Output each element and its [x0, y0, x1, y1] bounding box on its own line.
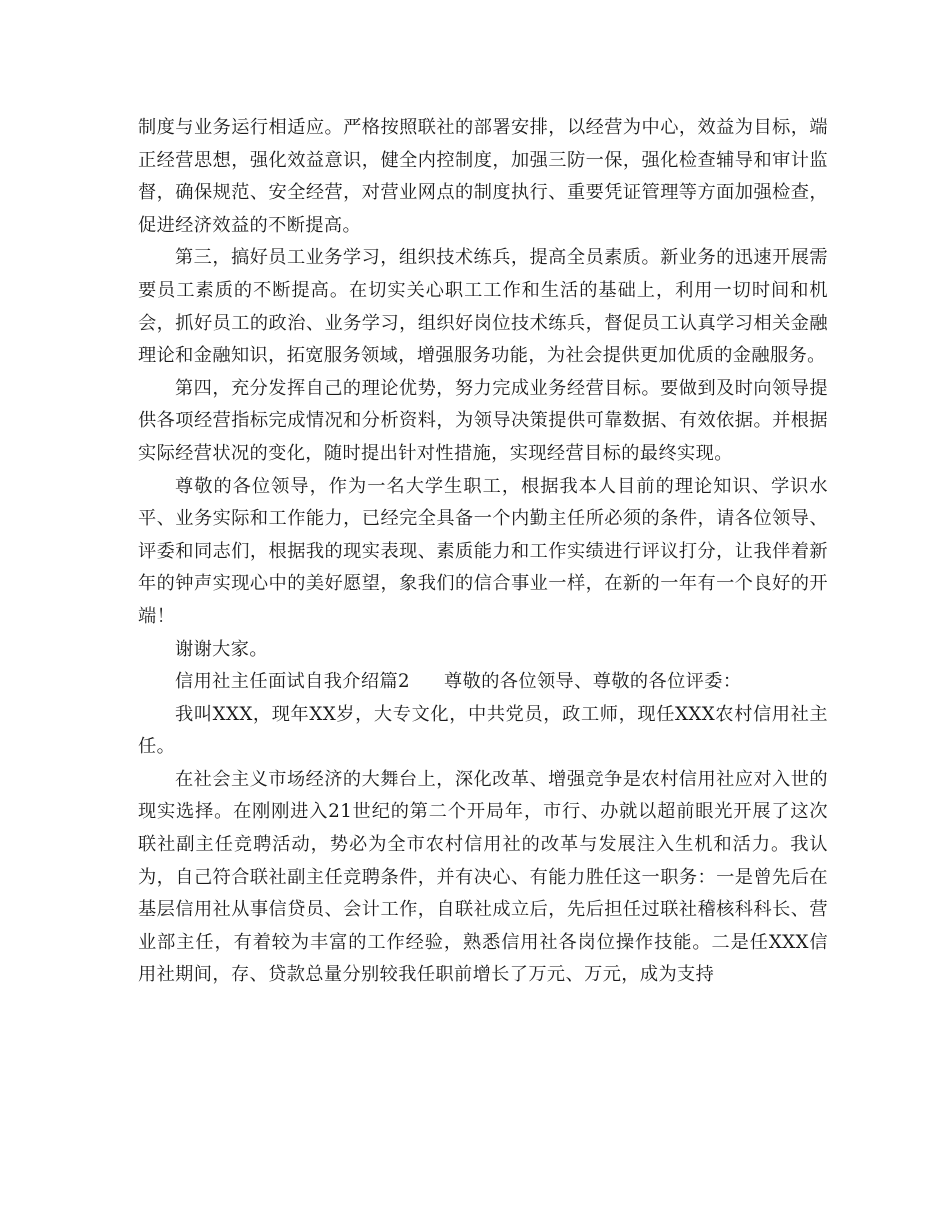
paragraph-3: 第四，充分发挥自己的理论优势，努力完成业务经营目标。要做到及时向领导提供各项经营指标完成情况和分析资料，为领导决策提供可靠数据、有效依据。并根据实际经营状况的变化，随时提出针对性措施，实现经营目标的最终实现。	[138, 377, 828, 464]
section-title: 信用社主任面试自我介绍篇2	[175, 671, 411, 693]
section-heading-line	[138, 666, 828, 699]
paragraph-1: 制度与业务运行相适应。严格按照联社的部署安排，以经营为中心，效益为目标，端正经营思想，强化效益意识，健全内控制度，加强三防一保，强化检查辅导和审计监督，确保规范、安全经营，对营业网点的制度执行、重要凭证管理等方面加强检查，促进经济效益的不断提高。	[138, 117, 828, 236]
paragraph-4: 尊敬的各位领导，作为一名大学生职工，根据我本人目前的理论知识、学识水平、业务实际和工作能力，已经完全具备一个内勤主任所必须的条件，请各位领导、评委和同志们，根据我的现实表现、素质能力和工作实绩进行评议打分，让我伴着新年的钟声实现心中的美好愿望，象我们的信合事业一样，在新的一年有一个良好的开端！	[138, 475, 828, 627]
document-body	[138, 112, 828, 992]
section-greeting: 尊敬的各位领导、尊敬的各位评委：	[444, 671, 742, 693]
paragraph-5: 谢谢大家。	[175, 638, 268, 660]
paragraph-6: 我叫XXX，现年XX岁，大专文化，中共党员，政工师，现任XXX农村信用社主任。	[138, 703, 828, 758]
paragraph-7: 在社会主义市场经济的大舞台上，深化改革、增强竞争是农村信用社应对入世的现实选择。在刚刚进入21世纪的第二个开局年，市行、办就以超前眼光开展了这次联社副主任竞聘活动，势必为全市农村信用社的改革与发展注入生机和活力。我认为，自己符合联社副主任竞聘条件，并有决心、有能力胜任这一职务：一是曾先后在基层信用社从事信贷员、会计工作，自联社成立后，先后担任过联社稽核科科长、营业部主任，有着较为丰富的工作经验，熟悉信用社各岗位操作技能。二是任XXX信用社期间，存、贷款总量分别较我任职前增长了万元、万元，成为支持	[138, 768, 828, 986]
paragraph-2: 第三，搞好员工业务学习，组织技术练兵，提高全员素质。新业务的迅速开展需要员工素质的不断提高。在切实关心职工工作和生活的基础上，利用一切时间和机会，抓好员工的政治、业务学习，组织好岗位技术练兵，督促员工认真学习相关金融理论和金融知识，拓宽服务领域，增强服务功能，为社会提供更加优质的金融服务。	[138, 247, 828, 367]
